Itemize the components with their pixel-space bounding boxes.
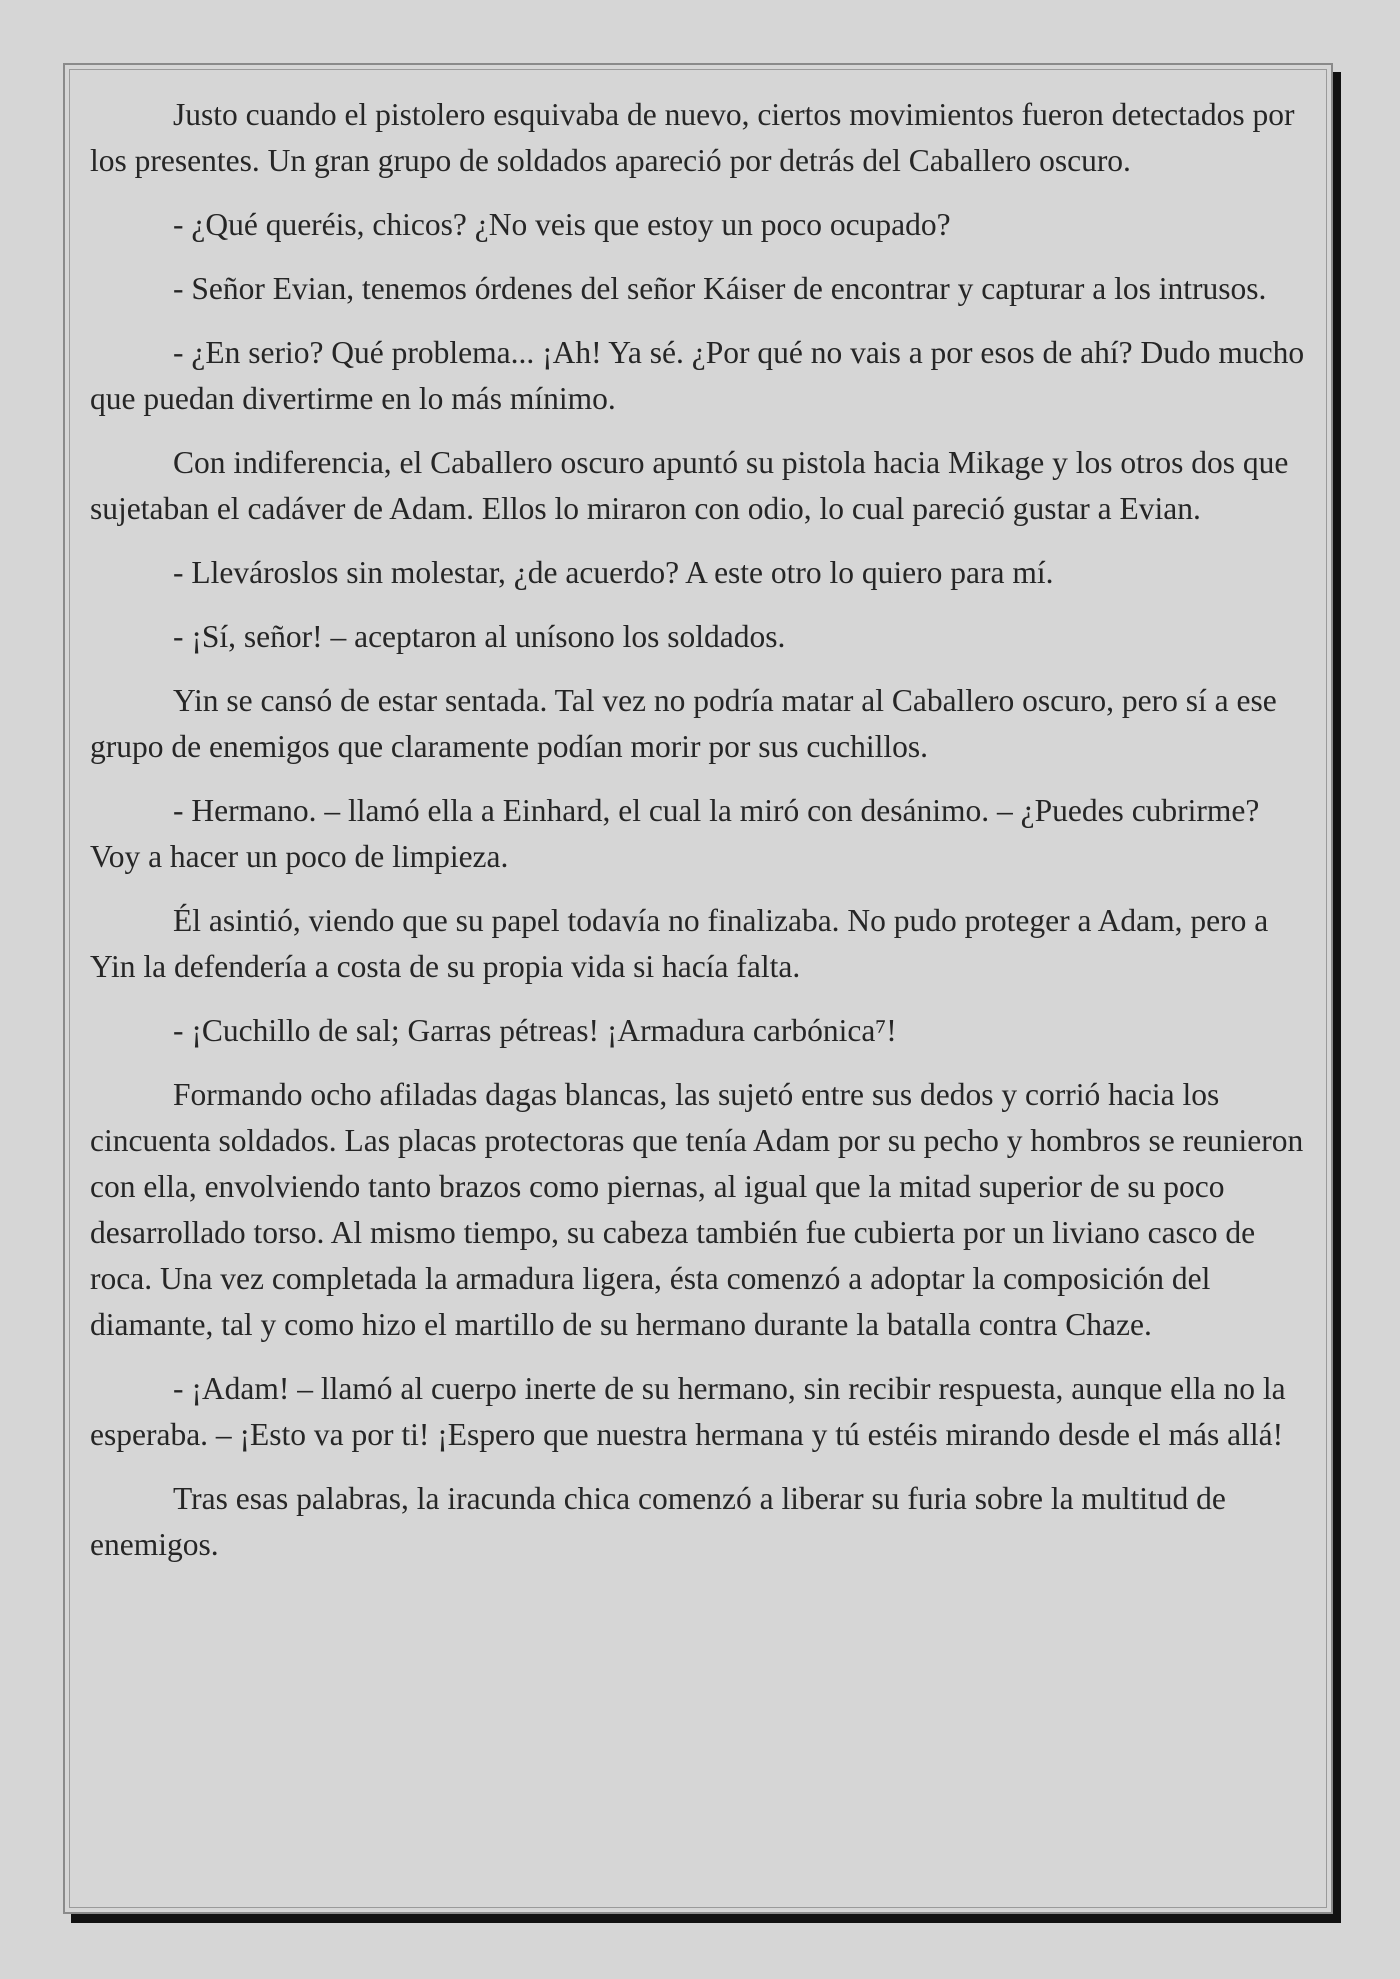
page-frame	[63, 63, 1333, 1914]
paragraph: - Señor Evian, tenemos órdenes del señor Káiser de encontrar y capturar a los intrusos.	[173, 271, 1267, 306]
page-inner-border	[69, 69, 1327, 1908]
paragraph: - Hermano. – llamó ella a Einhard, el cual la miró con desánimo. – ¿Puedes cubrirme? Voy a hacer un poco de limpieza.	[90, 793, 1260, 874]
paragraph: Formando ocho afiladas dagas blancas, las sujetó entre sus dedos y corrió hacia los cincuenta soldados. Las placas protectoras que tenía Adam por su pecho y hombros se reunieron con ella, envolviendo tanto brazos como piernas, al igual que la mitad superior de su poco desarrollado torso. Al mismo tiempo, su cabeza también fue cubierta por un liviano casco de roca. Una vez completada la armadura ligera, ésta comenzó a adoptar la composición del diamante, tal y como hizo el martillo de su hermano durante la batalla contra Chaze.	[90, 1077, 1304, 1342]
paragraph: - ¡Adam! – llamó al cuerpo inerte de su hermano, sin recibir respuesta, aunque ella no la esperaba. – ¡Esto va por ti! ¡Espero que nuestra hermana y tú estéis mirando desde el más allá!	[90, 1371, 1286, 1452]
paragraph: Yin se cansó de estar sentada. Tal vez no podría matar al Caballero oscuro, pero sí a ese grupo de enemigos que claramente podían morir por sus cuchillos.	[90, 683, 1277, 764]
paragraph: - Llevároslos sin molestar, ¿de acuerdo? A este otro lo quiero para mí.	[173, 555, 1054, 590]
paragraph: Con indiferencia, el Caballero oscuro apuntó su pistola hacia Mikage y los otros dos que sujetaban el cadáver de Adam. Ellos lo miraron con odio, lo cual pareció gustar a Evian.	[90, 445, 1289, 526]
paragraph: - ¡Sí, señor! – aceptaron al unísono los soldados.	[173, 619, 786, 654]
paragraph: - ¿En serio? Qué problema... ¡Ah! Ya sé. ¿Por qué no vais a por esos de ahí? Dudo mucho que puedan divertirme en lo más mínimo.	[90, 335, 1305, 416]
paragraph: - ¿Qué queréis, chicos? ¿No veis que estoy un poco ocupado?	[173, 207, 951, 242]
paragraph: - ¡Cuchillo de sal; Garras pétreas! ¡Armadura carbónica⁷!	[173, 1013, 897, 1048]
paragraph: Tras esas palabras, la iracunda chica comenzó a liberar su furia sobre la multitud de enemigos.	[90, 1481, 1226, 1562]
paragraph: Justo cuando el pistolero esquivaba de nuevo, ciertos movimientos fueron detectados por los presentes. Un gran grupo de soldados apareció por detrás del Caballero oscuro.	[90, 97, 1295, 178]
document-body	[90, 92, 1312, 1586]
paragraph: Él asintió, viendo que su papel todavía no finalizaba. No pudo proteger a Adam, pero a Yin la defendería a costa de su propia vida si hacía falta.	[90, 903, 1269, 984]
